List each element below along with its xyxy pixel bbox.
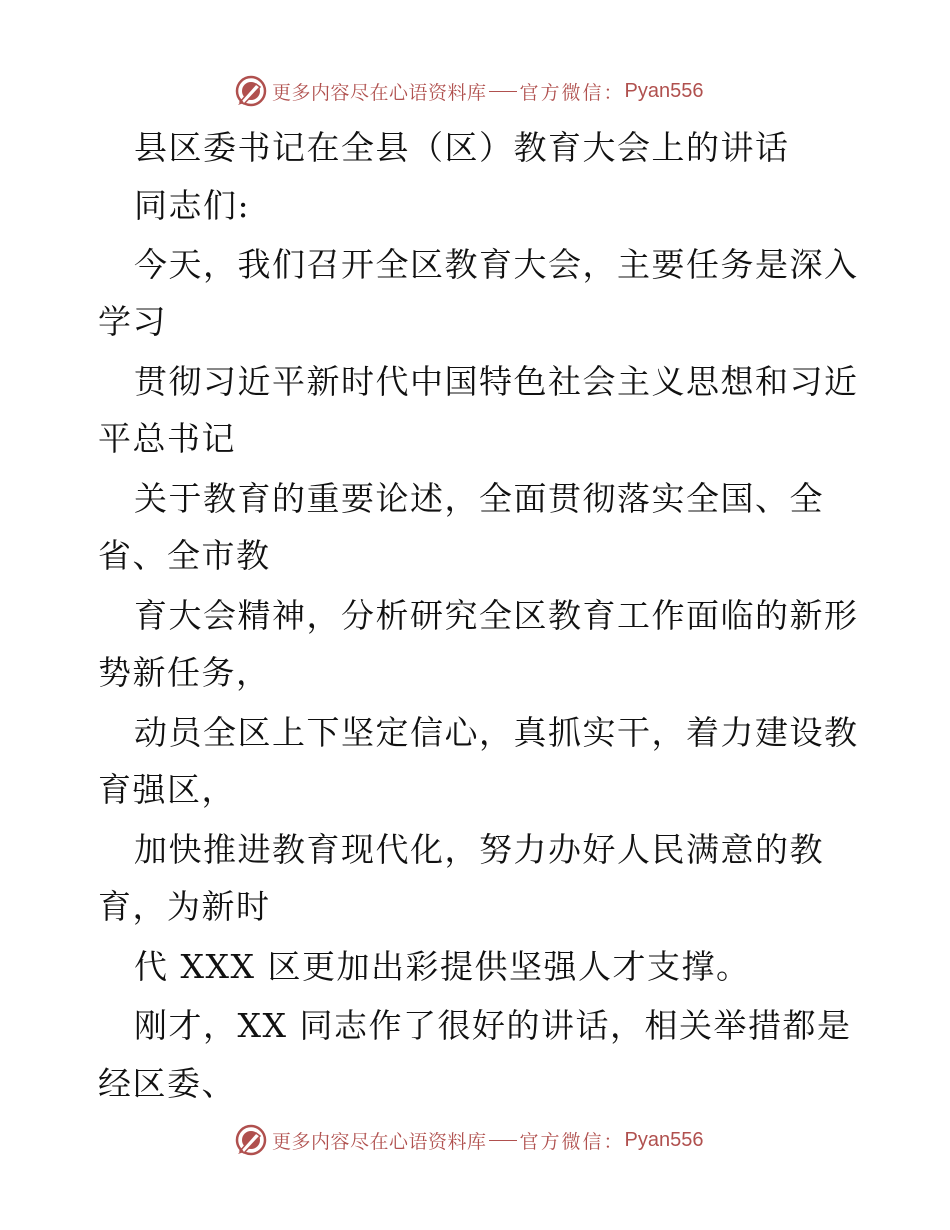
footer-banner: [234, 1122, 704, 1158]
document-salutation: 同志们:: [134, 186, 251, 225]
banner-text: 更多内容尽在心语资料库: [272, 1130, 487, 1153]
text-line: 动员全区上下坚定信心，真抓实干，着力建设教: [134, 713, 859, 752]
text-line: 关于教育的重要论述，全面贯彻落实全国、全: [134, 479, 824, 518]
text-line: 贯彻习近平新时代中国特色社会主义思想和习近: [134, 362, 859, 401]
banner-wechat-id: Pyan556: [624, 79, 704, 102]
document-title: 县区委书记在全县（区）教育大会上的讲话: [134, 128, 790, 167]
text-line: 育大会精神，分析研究全区教育工作面临的新形: [134, 596, 859, 635]
text-line: 加快推进教育现代化，努力办好人民满意的教: [134, 830, 824, 869]
header-banner: [234, 73, 704, 109]
banner-wechat-label: 官方微信：: [519, 81, 625, 104]
pen-logo-icon: [234, 74, 268, 108]
banner-wechat-id: Pyan556: [624, 1128, 704, 1151]
text-line: 省、全市教: [98, 536, 271, 575]
text-line: 育，为新时: [98, 887, 271, 926]
text-line: 学习: [98, 302, 167, 341]
text-line: 平总书记: [98, 419, 236, 458]
banner-text: 更多内容尽在心语资料库: [272, 81, 487, 104]
text-line: 育强区，: [98, 770, 236, 809]
text-line: 刚才，XX 同志作了很好的讲话，相关举措都是: [134, 1006, 852, 1045]
pen-logo-icon: [234, 1123, 268, 1157]
text-line: 今天，我们召开全区教育大会，主要任务是深入: [134, 245, 859, 284]
text-line: 经区委、: [98, 1064, 236, 1103]
text-line: 代 XXX 区更加出彩提供坚强人才支撑。: [134, 947, 751, 986]
banner-dash: [489, 91, 517, 92]
text-line: 势新任务，: [98, 653, 271, 692]
banner-dash: [489, 1140, 517, 1141]
banner-wechat-label: 官方微信：: [519, 1130, 625, 1153]
